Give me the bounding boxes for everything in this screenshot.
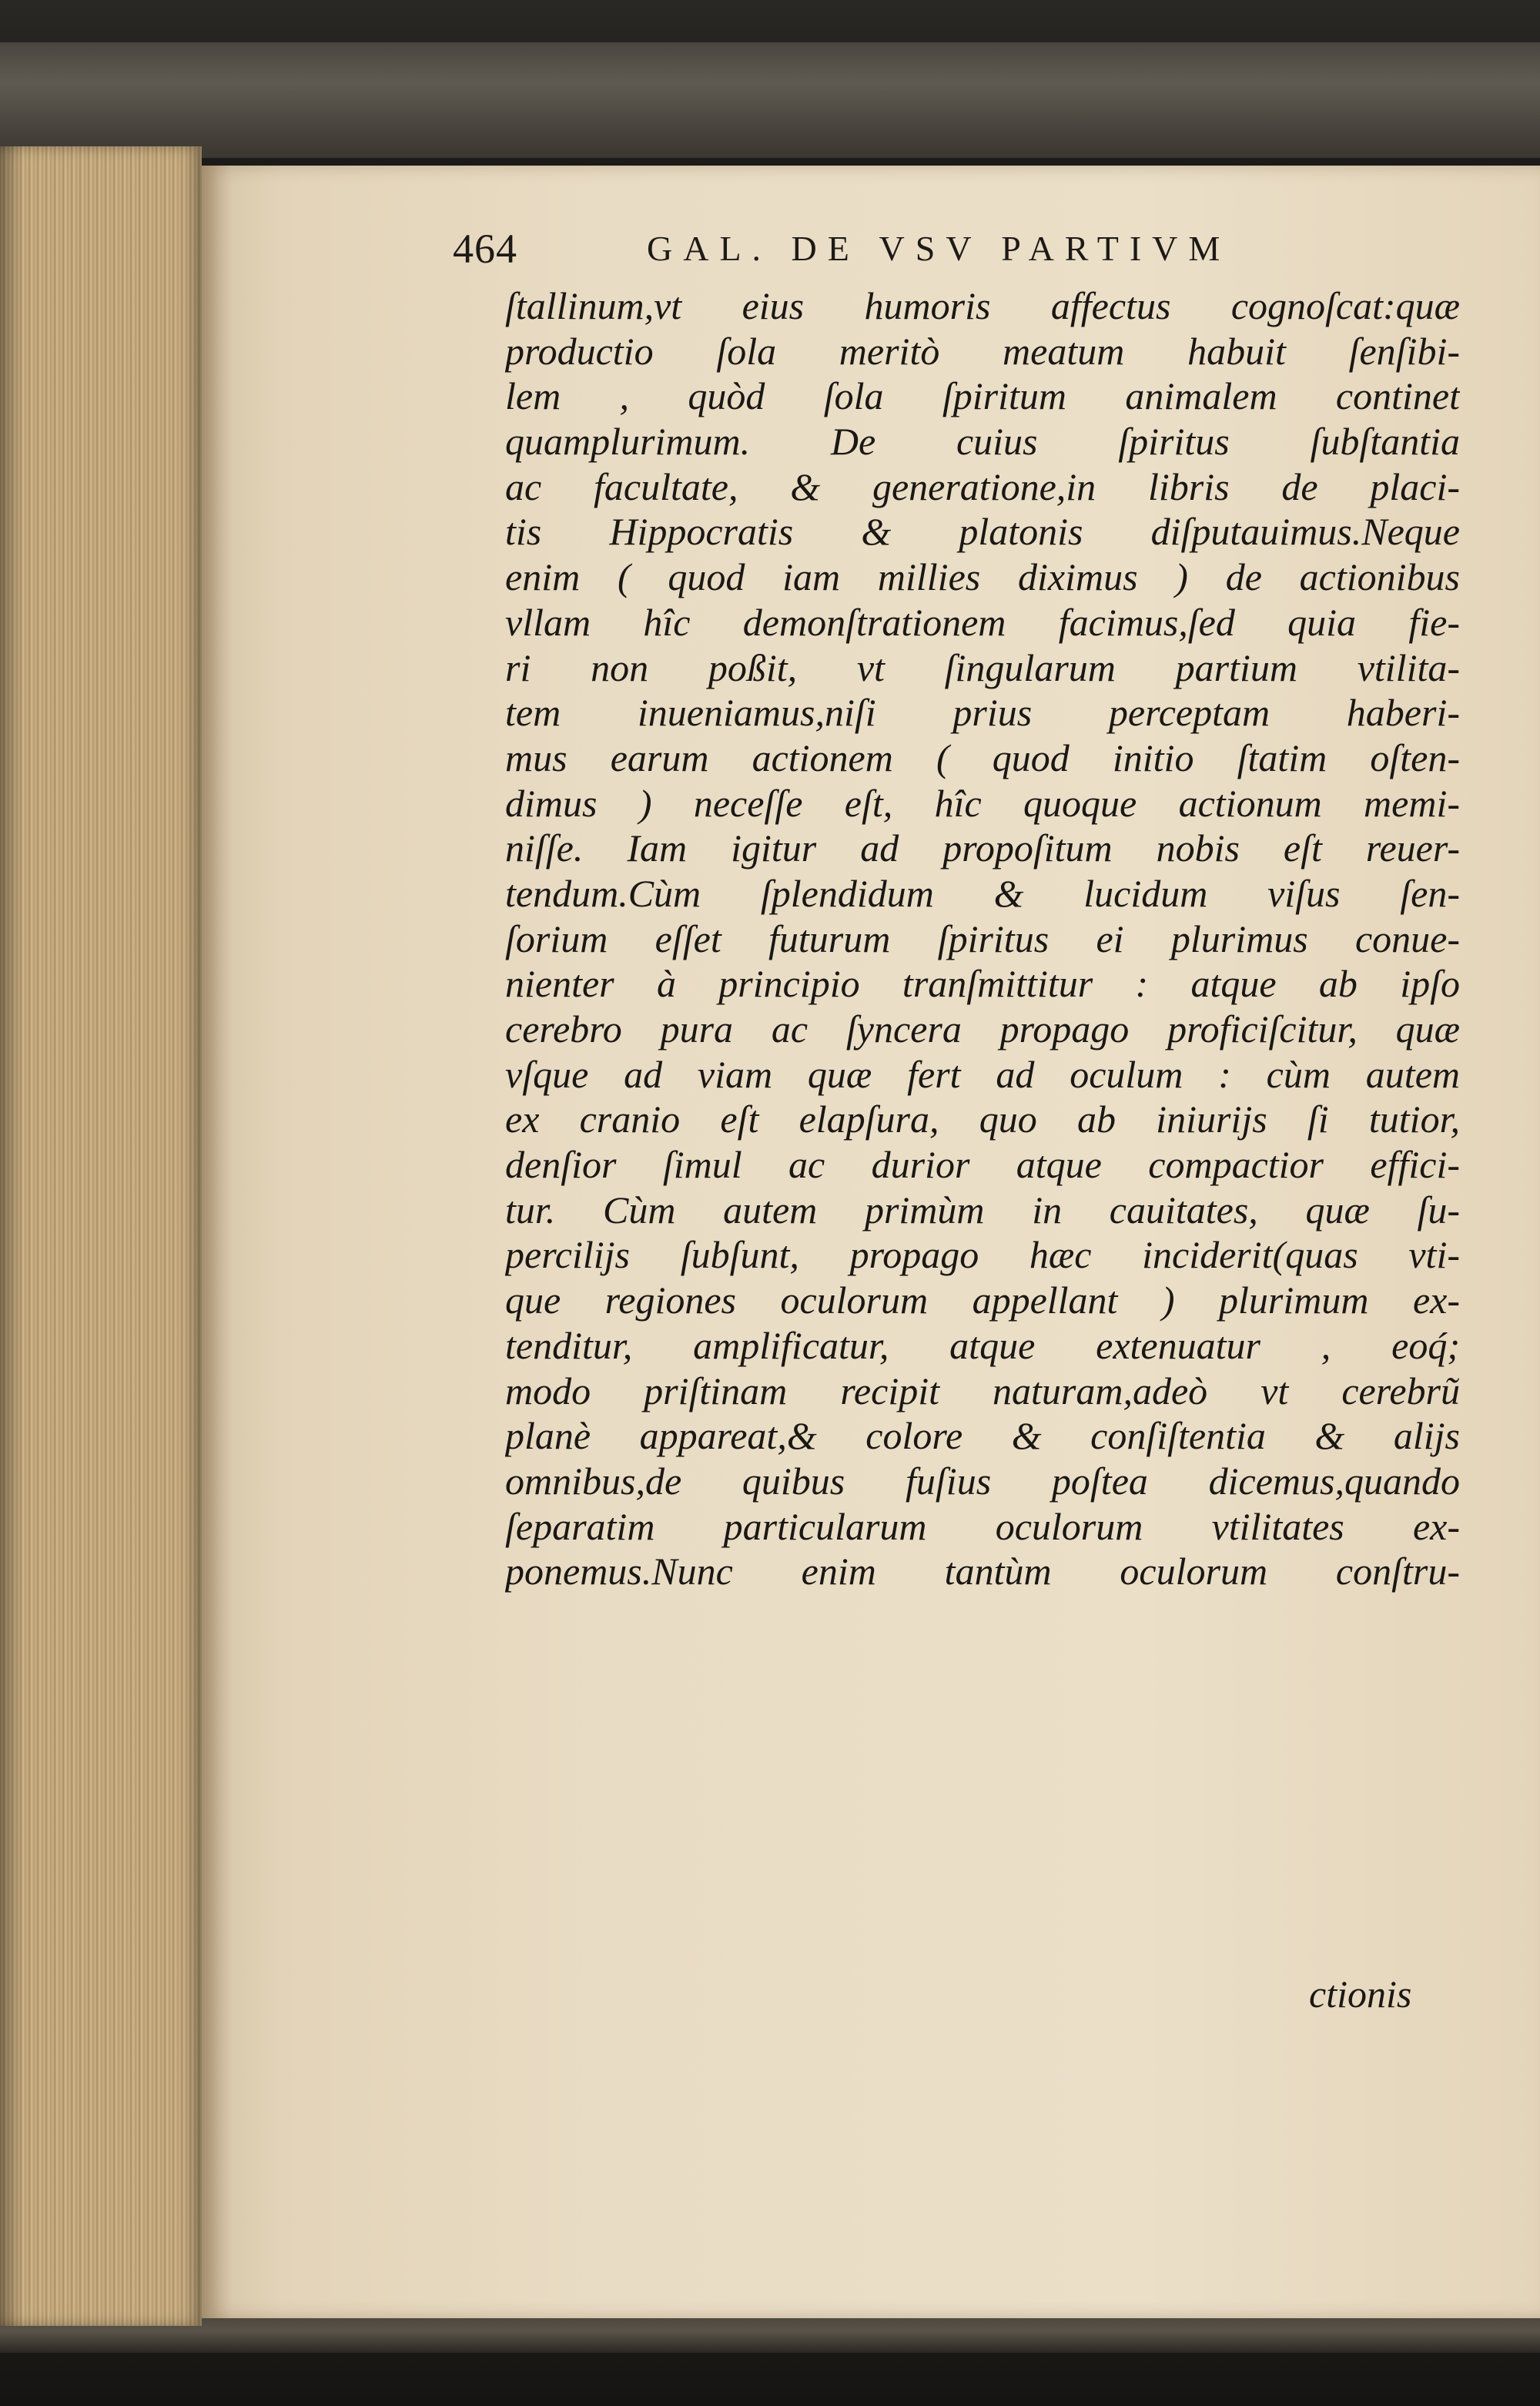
text-line: planè appareat,& colore & conſiſtentia & alijs (505, 1414, 1460, 1458)
running-head (453, 225, 1454, 287)
text-line: modo priſtinam recipit naturam,adeò vt cerebrũ (505, 1369, 1460, 1412)
text-line: vſque ad viam quæ fert ad oculum : cùm autem (505, 1052, 1460, 1096)
page-gutter-shadow (202, 166, 233, 2318)
text-line: ponemus.Nunc enim tantùm oculorum conſtru- (505, 1550, 1460, 1593)
text-line: ſorium eſſet futurum ſpiritus ei plurimus conue- (505, 916, 1460, 960)
text-line: tendum.Cùm ſplendidum & lucidum viſus ſen- (505, 871, 1460, 915)
text-line: percilijs ſubſunt, propago hæc inciderit(quas vti- (505, 1233, 1460, 1277)
text-line: ex cranio eſt elapſura, quo ab iniurijs ſi tutior, (505, 1097, 1460, 1141)
text-line: tem inueniamus,niſi prius perceptam haberi- (505, 691, 1460, 735)
text-line: dimus ) neceſſe eſt, hîc quoque actionum memi- (505, 781, 1460, 825)
text-line: tenditur, amplificatur, atque extenuatur , eoq́; (505, 1323, 1460, 1367)
text-line: ac facultate, & generatione,in libris de placi- (505, 464, 1460, 508)
text-line: ſeparatim particularum oculorum vtilitates ex- (505, 1504, 1460, 1548)
text-line: ſtallinum,vt eius humoris affectus cognoſcat:quæ (505, 284, 1460, 327)
text-line: tur. Cùm autem primùm in cauitates, quæ ſu- (505, 1188, 1460, 1231)
text-line: omnibus,de quibus fuſius poſtea dicemus,quando (505, 1459, 1460, 1503)
text-line: cerebro pura ac ſyncera propago proficiſcitur, quæ (505, 1007, 1460, 1051)
running-title: GAL. DE VSV PARTIVM (647, 229, 1231, 268)
text-line: tis Hippocratis & platonis diſputauimus.Neque (505, 510, 1460, 554)
page-number: 464 (453, 226, 517, 272)
text-line: que regiones oculorum appellant ) plurimum ex- (505, 1278, 1460, 1322)
text-line: niſſe. Iam igitur ad propoſitum nobis eſt reuer- (505, 826, 1460, 870)
text-line: ri non poßit, vt ſingularum partium vtilita- (505, 645, 1460, 689)
page-edges-shadow (0, 146, 23, 2326)
text-line: denſior ſimul ac durior atque compactior effici- (505, 1143, 1460, 1187)
body-text (505, 283, 1460, 1594)
text-line: enim ( quod iam millies diximus ) de actionibus (505, 555, 1460, 599)
text-line: productio ſola meritò meatum habuit ſenſibi- (505, 329, 1460, 373)
text-line: nienter à principio tranſmittitur : atque ab ipſo (505, 962, 1460, 1006)
text-line: vllam hîc demonſtrationem facimus,ſed quia fie- (505, 600, 1460, 644)
text-line: mus earum actionem ( quod initio ſtatim oſten- (505, 736, 1460, 779)
page-edges-stack (0, 146, 202, 2326)
book-binding-top (0, 42, 1540, 158)
text-line: quamplurimum. De cuius ſpiritus ſubſtantia (505, 420, 1460, 464)
catchword: ctionis (1309, 1972, 1412, 2016)
text-line: lem , quòd ſola ſpiritum animalem continet (505, 374, 1460, 418)
